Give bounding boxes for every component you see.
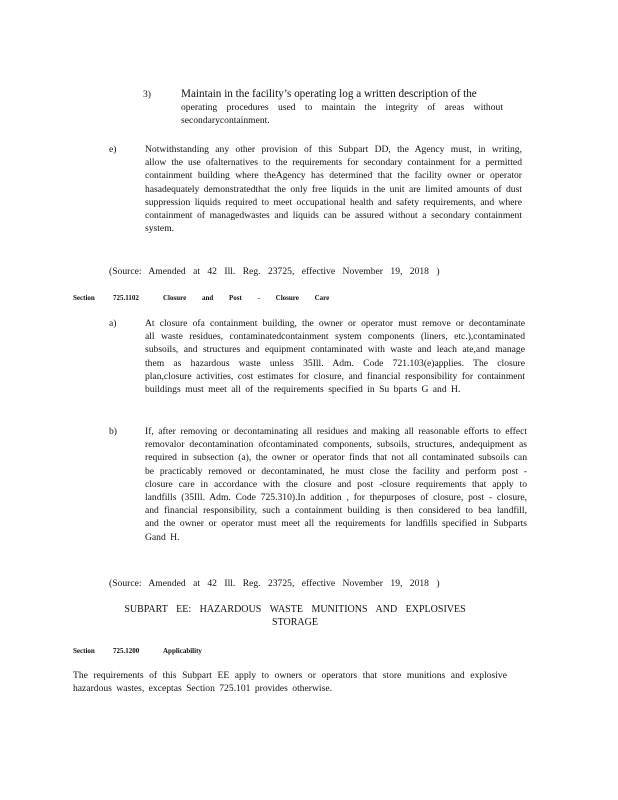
section-title: Applicability — [163, 647, 202, 655]
item-3-marker: 3) — [143, 89, 151, 100]
source-note: (Source: Amended at 42 Ill. Reg. 23725, effective November 19, 2018 ) — [109, 266, 440, 277]
item-3-first-line: Maintain in the facility’s operating log a written description of the — [181, 88, 477, 100]
section-label: Section — [73, 647, 95, 655]
item-b-marker: b) — [109, 426, 117, 437]
subpart-heading-line-2: STORAGE — [272, 617, 318, 628]
section-number: 725.1200 — [113, 647, 140, 655]
subpart-heading-line-1: SUBPART EE: HAZARDOUS WASTE MUNITIONS AND EXPLOSIVES — [124, 604, 466, 615]
item-3-text: operating procedures used to maintain the integrity of areas without secondarycontainment. — [181, 102, 503, 127]
subpart-heading — [95, 603, 495, 629]
item-b-text: If, after removing or decontaminating all residues and making all reasonable efforts to effect removalor decontamination ofcontaminated components, subsoils, structures, andequipment as required in subsection (a), the owner or operator finds that not all contaminated subsoils can be practicably removed or decontaminated, he must close the facility and perform post -closure care in accordance with the closure and post -closure requirements that apply to landfills (35Ill. Adm. Code 725.310).In addition , for thepurposes of closure, post - closure, and financial responsibility, such a containment building is then considered to bea landfill, and the owner or operator must meet all the requirements for landfills specified in Subparts Gand H. — [145, 426, 527, 543]
applicability-text: The requirements of this Subpart EE apply to owners or operators that store munitions and explosive hazardous wastes, exceptas Section 725.101 provides otherwise. — [73, 670, 507, 695]
section-label: Section — [73, 294, 95, 302]
section-number: 725.1102 — [113, 294, 139, 302]
item-e-text: Notwithstanding any other provision of this Subpart DD, the Agency must, in writing, allow the use ofalternatives to the requirements for secondary containment for a permitted containment building where theAgency has determined that the facility owner or operator hasadequately demonstratedthat the only free liquids in the unit are limited amounts of dust suppression liquids required to meet occupational health and safety requirements, and where containment of managedwastes and liquids can be assured without a secondary containment system. — [145, 144, 522, 235]
item-a-marker: a) — [109, 318, 117, 329]
source-note: (Source: Amended at 42 Ill. Reg. 23725, effective November 19, 2018 ) — [109, 578, 440, 589]
section-title: Closure and Post - Closure Care — [163, 294, 330, 302]
item-e-marker: e) — [109, 144, 117, 155]
item-a-text: At closure ofa containment building, the owner or operator must remove or decontaminate all waste residues, contaminatedcontainment system components (liners, etc.),contaminated subsoils, and structures and equipment contaminated with waste and leach ate,and manage them as hazardous waste unless 35Ill. Adm. Code 721.103(e)applies. The closure plan,closure activities, cost estimates for closure, and financial responsibility for containment buildings must meet all of the requirements specified in Su bparts G and H. — [145, 318, 525, 396]
